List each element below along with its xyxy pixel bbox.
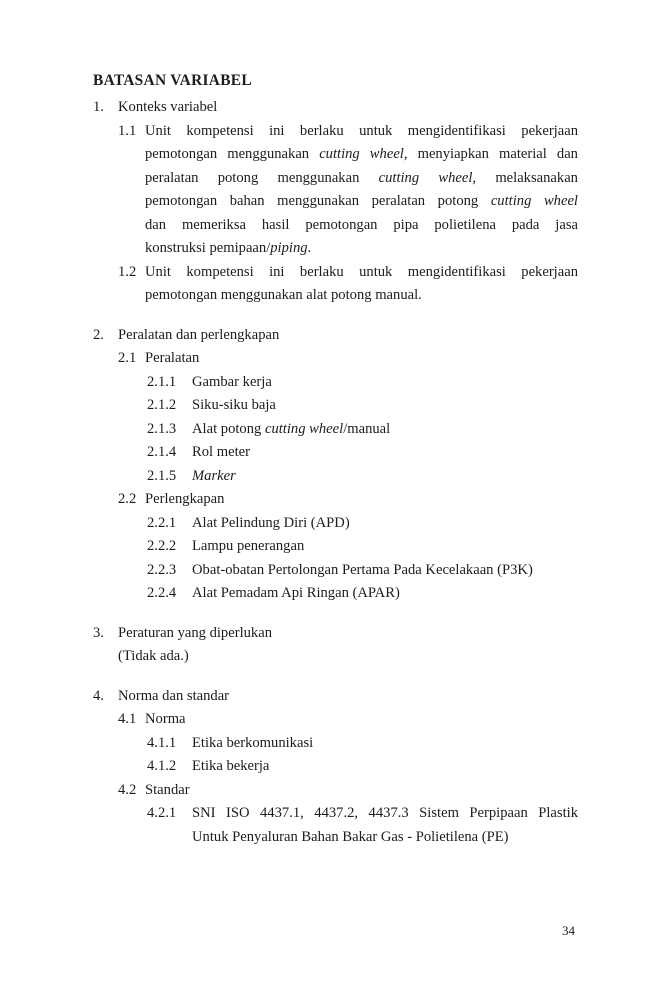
list-item	[147, 512, 578, 536]
list-number: 2.1.4	[147, 444, 177, 460]
item-text: Etika berkomunikasi	[192, 734, 314, 751]
section-heading: Peraturan yang diperlukan	[118, 624, 272, 641]
list-number: 2.1	[118, 350, 137, 366]
list-number: 2.1.5	[147, 467, 177, 484]
page-content	[93, 69, 578, 849]
list-item	[147, 732, 578, 756]
section-heading-row	[93, 622, 578, 646]
list-number: 2.1.3	[147, 420, 177, 437]
list-number: 2.	[93, 326, 104, 343]
paragraph	[145, 120, 578, 261]
text-segment: konstruksi pemipaan/	[145, 240, 271, 256]
list-item	[147, 465, 578, 489]
item-text: Rol meter	[192, 444, 250, 460]
item-text: Gambar kerja	[192, 373, 272, 390]
paragraph	[145, 261, 578, 308]
subsection-heading: Peralatan	[145, 350, 200, 366]
section-heading-row	[93, 685, 578, 709]
list-number: 2.2	[118, 491, 137, 507]
text-segment-italic: cutting wheel,	[319, 146, 408, 162]
list-item	[147, 371, 578, 395]
list-item	[147, 535, 578, 559]
text-segment: .	[307, 240, 312, 256]
text-segment: melaksanakan	[476, 169, 578, 186]
item-text	[192, 418, 578, 442]
paragraph	[192, 802, 578, 849]
page-number: 34	[562, 923, 575, 938]
paragraph-line	[192, 826, 578, 850]
item-text: Lampu penerangan	[192, 538, 305, 554]
section-heading-row	[93, 96, 578, 120]
list-item	[147, 802, 578, 849]
text-segment: menyiapkan material dan	[407, 146, 578, 162]
subsection-heading: Norma	[145, 711, 186, 727]
list-number: 3.	[93, 624, 104, 641]
paragraph-line	[145, 120, 578, 144]
paragraph-line	[145, 261, 578, 285]
text-segment: SNI ISO 4437.1, 4437.2, 4437.3 Sistem Perpipaan Plastik	[192, 805, 578, 821]
item-text: Etika bekerja	[192, 758, 270, 774]
paragraph-line	[145, 190, 578, 214]
list-number: 2.2.1	[147, 514, 177, 531]
paragraph-line	[192, 802, 578, 826]
section-konteks-variabel	[93, 96, 578, 308]
section-peraturan-yang-diperlukan	[93, 622, 578, 669]
list-item	[147, 582, 578, 606]
list-item	[147, 559, 578, 583]
list-number: 2.2.2	[147, 538, 177, 554]
list-item	[147, 418, 578, 442]
list-number: 4.2.1	[147, 805, 177, 821]
section-heading: Norma dan standar	[118, 687, 230, 704]
subsection-heading: Perlengkapan	[145, 491, 225, 507]
page-title: BATASAN VARIABEL	[93, 72, 252, 89]
section-note-row	[93, 645, 578, 669]
text-segment: Unit kompetensi ini berlaku untuk mengidentifikasi pekerjaan	[145, 263, 578, 280]
section-peralatan-dan-perlengkapan	[93, 324, 578, 606]
list-number: 4.1	[118, 711, 137, 727]
text-segment: peralatan potong menggunakan	[145, 169, 379, 186]
subsection-heading-row	[118, 708, 578, 732]
list-number: 2.1.2	[147, 397, 177, 413]
subsection-heading-row	[118, 779, 578, 803]
section-heading: Peralatan dan perlengkapan	[118, 326, 280, 343]
list-number: 1.	[93, 99, 104, 115]
item-text: Alat Pemadam Api Ringan (APAR)	[192, 585, 400, 601]
list-number: 4.1.2	[147, 758, 177, 774]
text-segment-italic: cutting wheel	[490, 193, 578, 209]
text-segment: pemotongan menggunakan alat potong manual.	[145, 287, 422, 303]
subsection-heading-row	[118, 488, 578, 512]
list-item	[147, 441, 578, 465]
text-segment: dan memeriksa hasil pemotongan pipa polietilena pada jasa	[145, 216, 578, 233]
paragraph-line	[145, 237, 578, 261]
paragraph-line	[145, 143, 578, 167]
list-number: 4.	[93, 687, 104, 704]
text-segment: pemotongan bahan menggunakan peralatan potong	[145, 193, 491, 209]
list-number: 1.2	[118, 263, 137, 280]
list-number: 4.1.1	[147, 734, 177, 751]
item-text: Obat-obatan Pertolongan Pertama Pada Kecelakaan (P3K)	[192, 561, 533, 578]
list-number: 4.2	[118, 781, 137, 798]
list-item	[118, 261, 578, 308]
text-segment: /manual	[343, 420, 391, 437]
text-segment: Unit kompetensi ini berlaku untuk mengidentifikasi pekerjaan	[145, 122, 578, 139]
paragraph-line	[145, 167, 578, 191]
list-item	[147, 394, 578, 418]
subsection-heading: Standar	[145, 781, 190, 798]
text-segment: pemotongan menggunakan	[145, 146, 320, 162]
list-number: 2.1.1	[147, 373, 177, 390]
item-text: Siku-siku baja	[192, 397, 276, 413]
list-number: 2.2.3	[147, 561, 177, 578]
list-item	[118, 120, 578, 261]
section-note: (Tidak ada.)	[118, 648, 189, 664]
paragraph-line	[145, 284, 578, 308]
subsection-heading-row	[118, 347, 578, 371]
list-number: 2.2.4	[147, 585, 177, 601]
text-segment: Alat potong	[192, 420, 265, 437]
item-text: Alat Pelindung Diri (APD)	[192, 514, 350, 531]
text-segment-italic: cutting wheel,	[378, 169, 477, 186]
section-norma-dan-standar	[93, 685, 578, 850]
section-heading: Konteks variabel	[118, 99, 218, 115]
list-number-empty	[93, 645, 118, 669]
text-segment: Untuk Penyaluran Bahan Bakar Gas - Polietilena (PE)	[192, 828, 509, 845]
text-segment-italic: cutting wheel	[264, 420, 344, 437]
list-number: 1.1	[118, 122, 137, 139]
list-item	[147, 755, 578, 779]
paragraph-line	[145, 214, 578, 238]
section-heading-row	[93, 324, 578, 348]
text-segment-italic: piping	[270, 240, 308, 256]
item-text-italic: Marker	[192, 467, 236, 484]
